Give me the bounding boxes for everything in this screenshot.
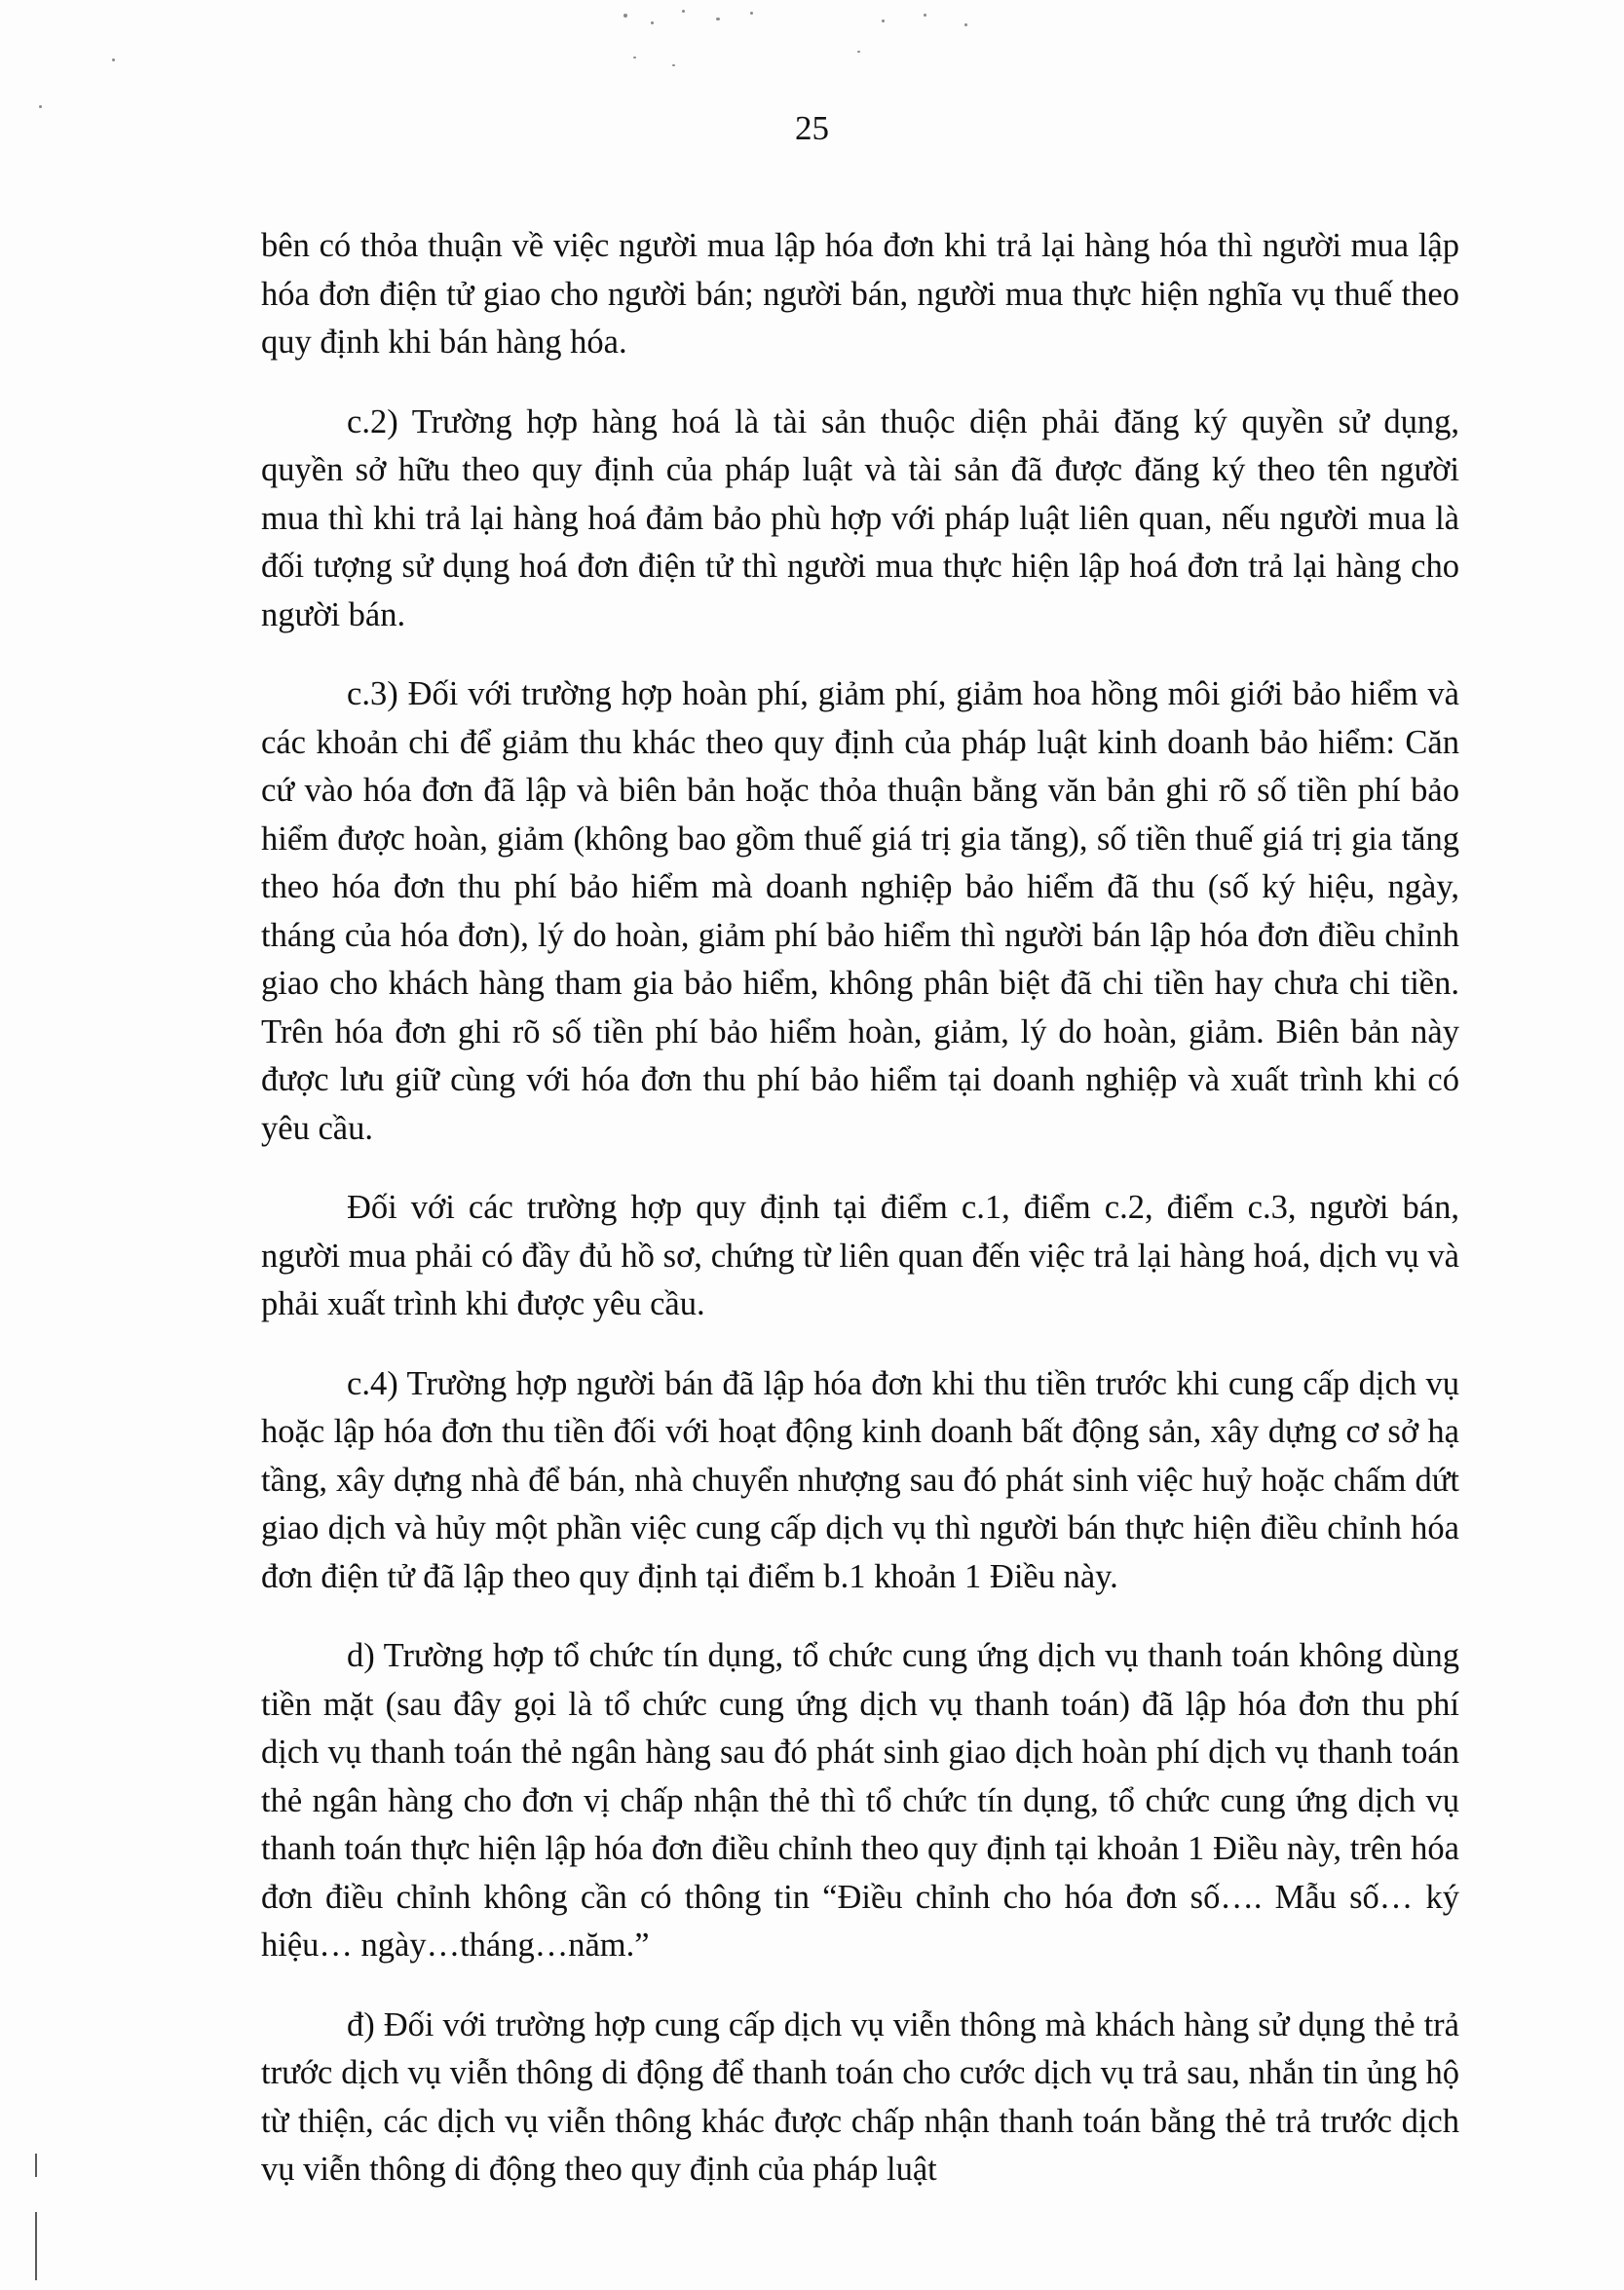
scan-speck <box>623 14 627 18</box>
scan-speck <box>964 23 967 26</box>
paragraph-c2: c.2) Trường hợp hàng hoá là tài sản thuộc diện phải đăng ký quyền sử dụng, quyền sở hữu theo quy định của pháp luật và tài sản đã được đăng ký theo tên người mua thì khi trả lại hàng hoá đảm bảo phù hợp với pháp luật liên quan, nếu người mua là đối tượng sử dụng hoá đơn điện tử thì người mua thực hiện lập hoá đơn trả lại hàng cho người bán. <box>261 402 1459 633</box>
scan-edge-mark <box>35 2154 37 2177</box>
document-body <box>261 222 1459 2226</box>
page-number: 25 <box>795 109 829 147</box>
scan-speck <box>112 58 115 61</box>
paragraph-d: d) Trường hợp tổ chức tín dụng, tổ chức cung ứng dịch vụ thanh toán không dùng tiền mặt (sau đây gọi là tổ chức cung ứng dịch vụ thanh toán) đã lập hóa đơn thu phí dịch vụ thanh toán thẻ ngân hàng sau đó phát sinh giao dịch hoàn phí dịch vụ thanh toán thẻ ngân hàng cho đơn vị chấp nhận thẻ thì tổ chức tín dụng, tổ chức cung ứng dịch vụ thanh toán thực hiện lập hóa đơn điều chỉnh theo quy định tại khoản 1 Điều này, trên hóa đơn điều chỉnh không cần có thông tin “Điều chỉnh cho hóa đơn số…. Mẫu số… ký hiệu… ngày…tháng…năm.” <box>261 1637 1459 1964</box>
scan-speck <box>750 12 753 15</box>
scan-speck <box>39 105 42 108</box>
scan-speck <box>882 19 885 22</box>
paragraph-c-summary: Đối với các trường hợp quy định tại điểm c.1, điểm c.2, điểm c.3, người bán, người mua phải có đầy đủ hồ sơ, chứng từ liên quan đến việc trả lại hàng hoá, dịch vụ và phải xuất trình khi được yêu cầu. <box>261 1189 1459 1322</box>
scan-edge-mark <box>35 2212 37 2280</box>
scan-speck <box>651 21 654 24</box>
scan-speck <box>682 10 685 13</box>
paragraph-c4: c.4) Trường hợp người bán đã lập hóa đơn khi thu tiền trước khi cung cấp dịch vụ hoặc lập hóa đơn thu tiền đối với hoạt động kinh doanh bất động sản, xây dựng cơ sở hạ tầng, xây dựng nhà để bán, nhà chuyển nhượng sau đó phát sinh việc huỷ hoặc chấm dứt giao dịch và hủy một phần việc cung cấp dịch vụ thì người bán thực hiện điều chỉnh hóa đơn điện tử đã lập theo quy định tại điểm b.1 khoản 1 Điều này. <box>261 1364 1459 1595</box>
scan-speck <box>716 18 720 20</box>
scan-speck <box>633 57 636 58</box>
scan-speck <box>857 51 860 53</box>
paragraph-dd: đ) Đối với trường hợp cung cấp dịch vụ viễn thông mà khách hàng sử dụng thẻ trả trước dịch vụ viễn thông di động để thanh toán cho cước dịch vụ trả sau, nhắn tin ủng hộ từ thiện, các dịch vụ viễn thông khác được chấp nhận thanh toán bằng thẻ trả trước dịch vụ viễn thông di động theo quy định của pháp luật <box>261 2005 1459 2188</box>
scan-speck <box>672 64 675 66</box>
scan-speck <box>924 14 926 17</box>
paragraph-continuation: bên có thỏa thuận về việc người mua lập hóa đơn khi trả lại hàng hóa thì người mua lập hóa đơn điện tử giao cho người bán; người bán, người mua thực hiện nghĩa vụ thuế theo quy định khi bán hàng hóa. <box>261 227 1459 361</box>
paragraph-c3: c.3) Đối với trường hợp hoàn phí, giảm phí, giảm hoa hồng môi giới bảo hiểm và các khoản chi để giảm thu khác theo quy định của pháp luật kinh doanh bảo hiểm: Căn cứ vào hóa đơn đã lập và biên bản hoặc thỏa thuận bằng văn bản ghi rõ số tiền phí bảo hiểm được hoàn, giảm (không bao gồm thuế giá trị gia tăng), số tiền thuế giá trị gia tăng theo hóa đơn thu phí bảo hiểm mà doanh nghiệp bảo hiểm đã thu (số ký hiệu, ngày, tháng của hóa đơn), lý do hoàn, giảm phí bảo hiểm thì người bán lập hóa đơn điều chỉnh giao cho khách hàng tham gia bảo hiểm, không phân biệt đã chi tiền hay chưa chi tiền. Trên hóa đơn ghi rõ số tiền phí bảo hiểm hoàn, giảm, lý do hoàn, giảm. Biên bản này được lưu giữ cùng với hóa đơn thu phí bảo hiểm tại doanh nghiệp và xuất trình khi có yêu cầu. <box>261 675 1459 1147</box>
